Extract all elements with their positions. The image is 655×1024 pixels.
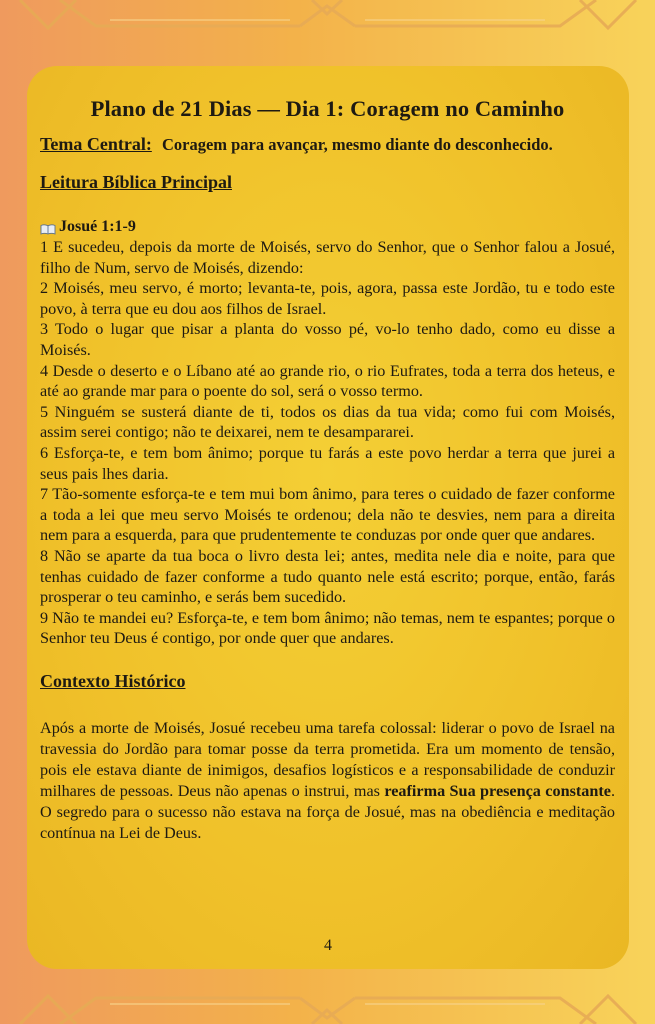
verse-list (40, 237, 615, 649)
verse-9: 9 Não te mandei eu? Esforça-te, e tem bom ânimo; não temas, nem te espantes; porque o Senhor teu Deus é contigo, por onde quer que andares. (40, 608, 615, 648)
page-title: Plano de 21 Dias — Dia 1: Coragem no Caminho (90, 96, 565, 121)
bible-reading-heading: Leitura Bíblica Principal (40, 172, 232, 192)
verse-2: 2 Moisés, meu servo, é morto; levanta-te, pois, agora, passa este Jordão, tu e todo este povo, à terra que eu dou aos filhos de Israel. (40, 279, 615, 318)
context-text-end: . O segredo para o sucesso não estava na força de Josué, mas na obediência e meditação contínua na Lei de Deus. (40, 781, 615, 842)
verse-8: 8 Não se aparte da tua boca o livro desta lei; antes, medita nele dia e noite, para que tenhas cuidado de fazer conforme a tudo quanto nele está escrito; porque, então, farás prosperar o teu caminho, e serás bem sucedido. (40, 546, 615, 607)
central-theme-text: Coragem para avançar, mesmo diante do desconhecido. (161, 135, 553, 154)
book-icon (40, 222, 56, 233)
verse-6: 6 Esforça-te, e tem bom ânimo; porque tu farás a este povo herdar a terra que jurei a seus pais lhes daria. (40, 443, 615, 483)
verse-7: 7 Tão-somente esforça-te e tem mui bom ânimo, para teres o cuidado de fazer conforme a toda a lei que meu servo Moisés te ordenou; dela não te desvies, nem para a direita nem para a esquerda, para que prudentemente te conduzas por onde quer que andares. (40, 485, 615, 545)
verse-3: 3 Todo o lugar que pisar a planta do vosso pé, vo-lo tenho dado, como eu disse a Moisés. (40, 320, 615, 359)
scripture-reference (40, 217, 615, 237)
scripture-reference-text: Josué 1:1-9 (59, 218, 136, 235)
central-theme-label: Tema Central: (40, 134, 152, 154)
page-number: 4 (324, 937, 332, 954)
central-theme (40, 134, 615, 155)
historical-context-text (40, 718, 615, 844)
bottom-ornament (0, 984, 655, 1024)
context-text-start: Após a morte de Moisés, Josué recebeu uma tarefa colossal: liderar o povo de Israel na travessia do Jordão para tomar posse da terra prometida. Era um momento de tensão, pois ele estava diante de inimigos, desafios logísticos e a responsabilidade de conduzir milhares de pessoas. Deus não apenas o instrui, mas (40, 718, 615, 800)
verse-1: 1 E sucedeu, depois da morte de Moisés, servo do Senhor, que o Senhor falou a Josué, filho de Num, servo de Moisés, dizendo: (40, 238, 615, 277)
verse-4: 4 Desde o deserto e o Líbano até ao grande rio, o rio Eufrates, toda a terra dos heteus, e até ao grande mar para o poente do sol, será o vosso termo. (40, 361, 615, 401)
verse-5: 5 Ninguém se susterá diante de ti, todos os dias da tua vida; como fui com Moisés, assim serei contigo; não te deixarei, nem te desampararei. (40, 402, 615, 442)
content-card (27, 66, 629, 969)
historical-context-heading: Contexto Histórico (40, 670, 186, 691)
top-ornament (0, 0, 655, 40)
context-text-emphasis: reafirma Sua presença constante (384, 781, 611, 800)
